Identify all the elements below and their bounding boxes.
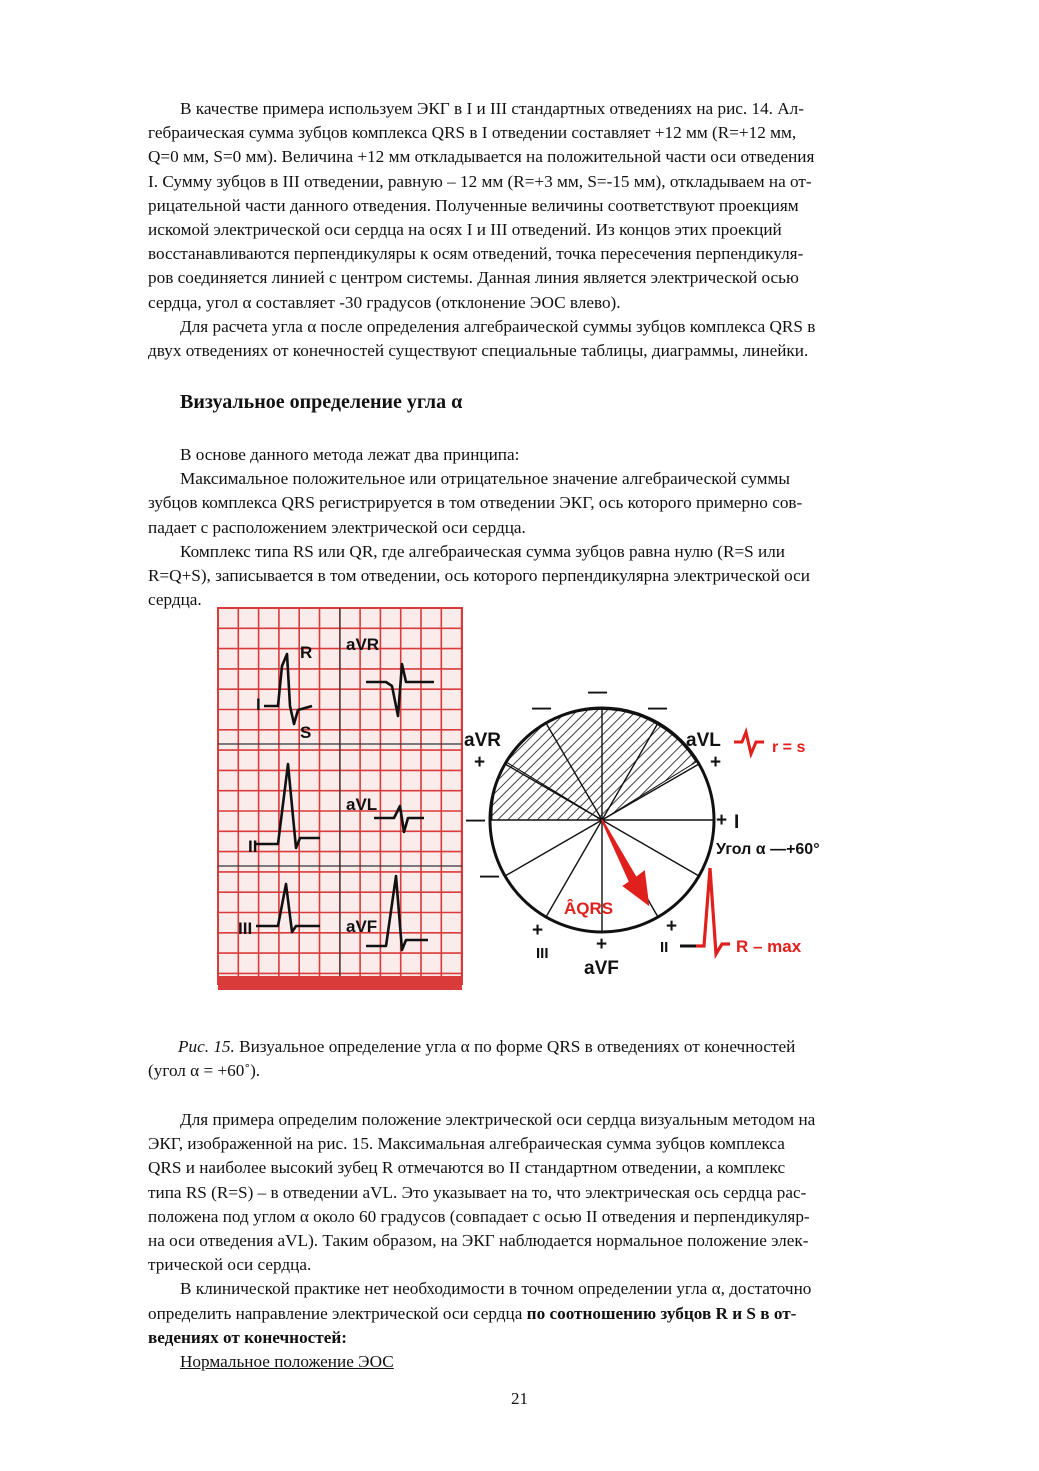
text-line: QRS и наиболее высокий зубец R отмечаются во II стандартном отведении, а комплекс — [148, 1158, 786, 1178]
r-max-label: R – max — [736, 937, 802, 956]
text-line: гебраическая сумма зубцов комплекса QRS в I отведении составляет +12 мм (R=+12 мм, — [148, 123, 797, 143]
text-line: двух отведениях от конечностей существуют специальные таблицы, диаграммы, линейки. — [148, 341, 809, 361]
minus-sign: — — [588, 682, 607, 703]
avr-plus-sign: + — [474, 752, 486, 773]
ii-plus-sign: + — [666, 916, 678, 937]
text-line: Q=0 мм, S=0 мм). Величина +12 мм откладывается на положительной части оси отведения — [148, 147, 815, 167]
minus-sign: — — [480, 866, 499, 887]
r-eq-s-label: r = s — [772, 739, 806, 756]
lead-iii-axis-label: III — [536, 945, 549, 962]
minus-sign: — — [648, 698, 667, 719]
bold-text: ведениях от конечностей: — [148, 1327, 347, 1347]
iii-plus-sign: + — [532, 920, 544, 941]
wave-r-label: R — [300, 643, 313, 662]
paragraph-intro — [148, 97, 966, 363]
text-line: В качестве примера используем ЭКГ в I и III стандартных отведениях на рис. 14. Ал- — [180, 99, 804, 118]
text-line: рицательной части данного отведения. Полученные величины соответствуют проекциям — [148, 195, 799, 215]
lead-iii-label: III — [238, 919, 253, 938]
text-line: на оси отведения aVL). Таким образом, на ЭКГ наблюдается нормальное положение элек- — [148, 1231, 809, 1251]
text-line: Для расчета угла α после определения алгебраической суммы зубцов комплекса QRS в — [180, 316, 816, 336]
text-line: трической оси сердца. — [148, 1255, 312, 1275]
text-line: искомой электрической оси сердца на осях I и III отведений. Из концов этих проекций — [148, 220, 782, 240]
avr-axis-label: aVR — [464, 730, 501, 751]
text-line: Для примера определим положение электрической оси сердца визуальным методом на — [180, 1110, 816, 1129]
normal-position-heading: Нормальное положение ЭОС — [180, 1352, 394, 1372]
text-line: положена под углом α около 60 градусов (совпадает с осью II отведения и перпендикуляр- — [148, 1206, 810, 1226]
lead-i-label: I — [256, 695, 261, 714]
text-line: типа RS (R=S) – в отведении aVL. Это указывает на то, что электрическая ось сердца рас- — [148, 1182, 807, 1202]
figure-ref: Рис. 15. — [178, 1037, 235, 1056]
lead-i-axis-label: I — [734, 812, 740, 833]
text-line: ЭКГ, изображенной на рис. 15. Максимальная алгебраическая сумма зубцов комплекса — [148, 1134, 785, 1154]
figure-15 — [216, 606, 866, 1003]
avl-axis-label: aVL — [686, 730, 721, 751]
text-line: падает с расположением электрической оси сердца. — [148, 517, 526, 537]
lead-i-plus-sign: + — [716, 810, 728, 831]
r-max-complex-icon — [696, 868, 730, 954]
page-number: 21 — [511, 1389, 528, 1408]
bold-text: по соотношению зубцов R и S в от- — [526, 1303, 797, 1323]
text-line — [148, 1326, 966, 1350]
text-line — [148, 1350, 966, 1374]
paragraph-principles — [148, 443, 966, 612]
text-line: сердца, угол α составляет -30 градусов (отклонение ЭОС влево). — [148, 292, 621, 312]
paragraph-example — [148, 1108, 966, 1374]
text-line: Максимальное положительное или отрицательное значение алгебраической суммы — [180, 469, 790, 489]
text-line: ров соединяется линией с центром системы. Данная линия является электрической осью — [148, 268, 799, 288]
r-eq-s-complex-icon — [734, 732, 764, 754]
figure-caption — [148, 1035, 966, 1083]
angle-label: Угол α —+60° — [716, 841, 820, 858]
text-line: зубцов комплекса QRS регистрируется в том отведении ЭКГ, ось которого примерно сов- — [148, 493, 803, 513]
text-line: В основе данного метода лежат два принципа: — [180, 445, 520, 464]
lead-ii-label: II — [248, 837, 258, 856]
text-line: Комплекс типа RS или QR, где алгебраическая сумма зубцов равна нулю (R=S или — [180, 541, 785, 561]
text-line: восстанавливаются перпендикуляры к осям отведений, точка пересечения перпендикуля- — [148, 244, 804, 264]
wave-s-label: S — [300, 723, 312, 742]
ecg-grid — [218, 608, 462, 990]
text-line: R=Q+S), записывается в том отведении, ось которого перпендикулярна электрической оси — [148, 566, 810, 586]
lead-ii-axis-label: II — [660, 939, 669, 956]
plain-text: определить направление электрической оси сердца — [148, 1303, 527, 1323]
avf-plus-sign: + — [596, 934, 608, 955]
caption-text: Визуальное определение угла α по форме QRS в отведениях от конечностей — [234, 1037, 796, 1056]
lead-avf-label: aVF — [346, 917, 378, 936]
text-line: В клинической практике нет необходимости в точном определении угла α, достаточно — [180, 1279, 812, 1299]
avl-plus-sign: + — [710, 752, 722, 773]
lead-avr-label: aVR — [346, 635, 380, 654]
text-line — [148, 1302, 966, 1326]
minus-sign: — — [466, 810, 485, 831]
aqrs-label: ÂQRS — [564, 899, 614, 918]
text-line: сердца. — [148, 590, 202, 610]
minus-sign: — — [532, 698, 551, 719]
caption-text: (угол α = +60˚). — [148, 1061, 261, 1080]
ecg-axis-figure — [216, 606, 866, 998]
avf-axis-label: aVF — [584, 958, 619, 979]
text-line: I. Сумму зубцов в III отведении, равную – 12 мм (R=+3 мм, S=-15 мм), откладываем на от- — [148, 171, 812, 191]
section-heading: Визуальное определение угла α — [180, 391, 463, 413]
lead-avl-label: aVL — [346, 795, 378, 814]
axis-circle-diagram — [464, 682, 820, 979]
